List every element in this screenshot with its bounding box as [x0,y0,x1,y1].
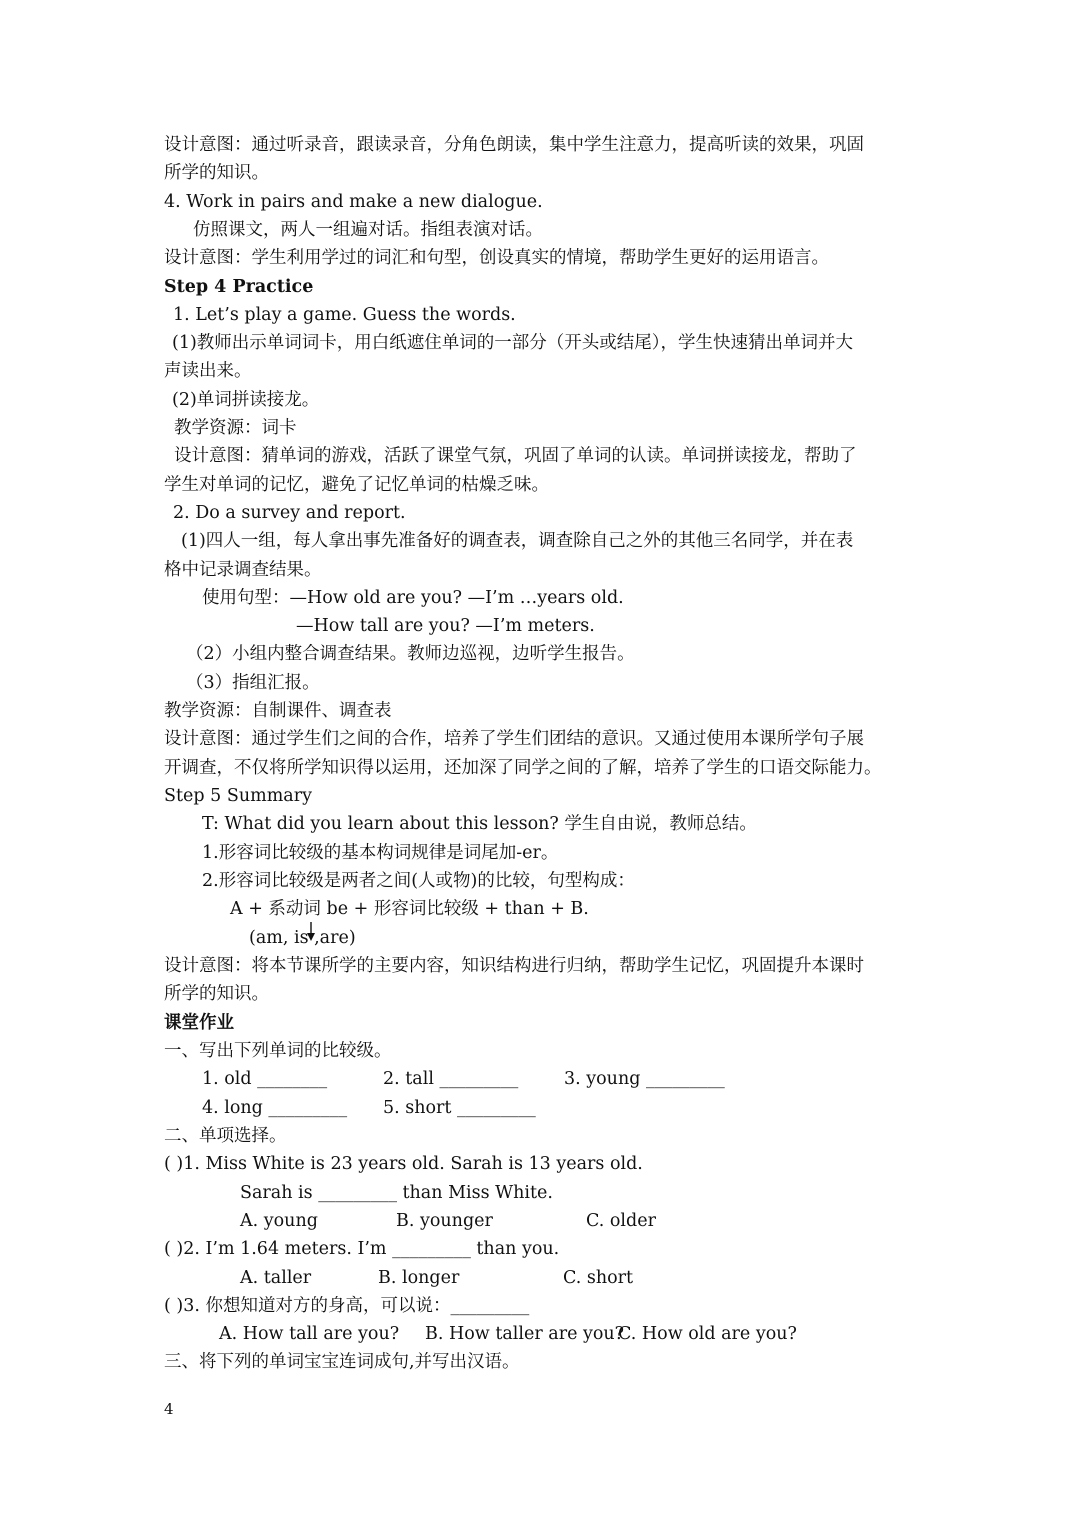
survey-step-2: （2）小组内整合调查结果。教师边巡视，边听学生报告。 [186,644,635,664]
choice-q1: ( )1. Miss White is 23 years old. Sarah is 13 years old. [164,1154,643,1174]
pairs-dialogue-desc: 仿照课文，两人一组遍对话。指组表演对话。 [193,220,543,240]
choice-q1-option-b: B. younger [396,1211,493,1231]
step5-heading: Step 5 Summary [164,786,312,806]
design-intent-summary-cont: 所学的知识。 [164,984,269,1004]
practice-item-survey: 2. Do a survey and report. [173,503,406,523]
choice-q1-stem: Sarah is _________ than Miss White. [240,1183,553,1203]
design-intent-survey-cont: 开调查，不仅将所学知识得以运用，还加深了同学之间的了解，培养了学生的口语交际能力。 [164,758,882,778]
survey-step-1-cont: 格中记录调查结果。 [164,560,322,580]
design-intent-game: 设计意图：猜单词的游戏，活跃了课堂气氛，巩固了单词的认读。单词拼读接龙，帮助了 [174,446,857,466]
choice-q2-option-a: A. taller [240,1268,312,1288]
summary-rule-2: 2.形容词比较级是两者之间(人或物)的比较，句型构成： [202,871,635,891]
choice-q1-option-c: C. older [586,1211,656,1231]
choice-q2-option-c: C. short [563,1268,634,1288]
design-intent-listening-cont: 所学的知识。 [164,163,269,183]
exercise-2-title: 二、单项选择。 [164,1126,287,1146]
design-intent-dialogue: 设计意图：学生利用学过的词汇和句型，创设真实的情境，帮助学生更好的运用语言。 [164,248,829,268]
summary-rule-1: 1.形容词比较级的基本构词规律是词尾加-er。 [202,843,559,863]
page-number: 4 [164,1400,174,1418]
design-intent-game-cont: 学生对单词的记忆，避免了记忆单词的枯燥乏味。 [164,475,549,495]
sentence-pattern-age: 使用句型：—How old are you? —I’m …years old. [202,588,624,608]
classwork-heading: 课堂作业 [164,1013,234,1033]
choice-q3-option-a: A. How tall are you? [219,1324,400,1344]
choice-q3-option-b: B. How taller are you? [425,1324,625,1344]
exercise-3-title: 三、将下列的单词宝宝连词成句,并写出汉语。 [164,1352,520,1372]
exercise-1-title: 一、写出下列单词的比较级。 [164,1041,392,1061]
step-item-pairs-dialogue: 4. Work in pairs and make a new dialogue. [164,192,543,212]
choice-q3: ( )3. 你想知道对方的身高，可以说：_________ [164,1296,530,1316]
design-intent-survey: 设计意图：通过学生们之间的合作，培养了学生们团结的意识。又通过使用本课所学句子展 [164,729,864,749]
summary-question: T: What did you learn about this lesson? 学生自由说，教师总结。 [202,814,757,834]
exercise-1-q2: 2. tall _________ [383,1069,519,1089]
survey-step-1: (1)四人一组，每人拿出事先准备好的调查表，调查除自己之外的其他三名同学，并在表 [181,531,854,551]
choice-q2-option-b: B. longer [378,1268,460,1288]
comparative-formula: A + 系动词 be + 形容词比较级 + than + B. [230,899,589,919]
teaching-resource-cards: 教学资源：词卡 [174,418,297,438]
teaching-resource-survey: 教学资源：自制课件、调查表 [164,701,392,721]
game-step-1-cont: 声读出来。 [164,361,252,381]
survey-step-3: （3）指组汇报。 [186,673,320,693]
game-step-2: (2)单词拼读接龙。 [172,390,320,410]
choice-q3-option-c: C. How old are you? [618,1324,797,1344]
be-verb-forms: (am, is ,are) [249,928,356,948]
game-step-1: (1)教师出示单词词卡，用白纸遮住单词的一部分（开头或结尾），学生快速猜出单词并大 [172,333,854,353]
exercise-1-q3: 3. young _________ [564,1069,725,1089]
exercise-1-q5: 5. short _________ [383,1098,536,1118]
design-intent-listening: 设计意图：通过听录音，跟读录音，分角色朗读，集中学生注意力，提高听读的效果，巩固 [164,135,864,155]
choice-q1-option-a: A. young [240,1211,318,1231]
design-intent-summary: 设计意图：将本节课所学的主要内容，知识结构进行归纳，帮助学生记忆，巩固提升本课时 [164,956,864,976]
exercise-1-q4: 4. long _________ [202,1098,348,1118]
exercise-1-q1: 1. old ________ [202,1069,328,1089]
practice-item-game: 1. Let’s play a game. Guess the words. [173,305,516,325]
step4-heading: Step 4 Practice [164,277,314,297]
choice-q2: ( )2. I’m 1.64 meters. I’m _________ than you. [164,1239,560,1259]
sentence-pattern-height: —How tall are you? —I’m meters. [296,616,595,636]
